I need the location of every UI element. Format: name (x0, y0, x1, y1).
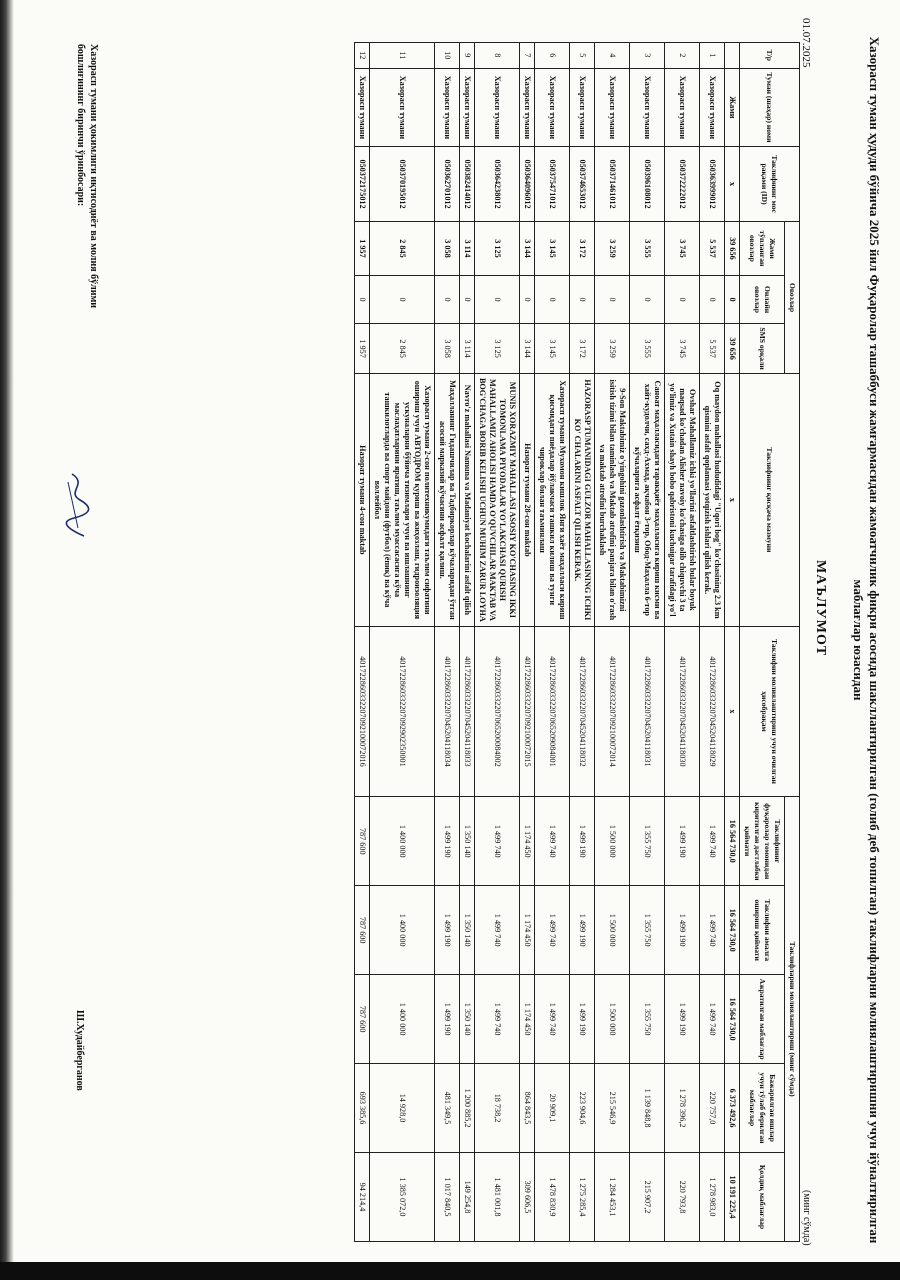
cell-district: Хазорасп тумани (535, 68, 570, 147)
cell-contract: 1 499 190 (665, 886, 700, 975)
header-allocated: Ажратилган маблағлар (740, 975, 785, 1064)
cell-votes-total: 3 172 (570, 221, 595, 275)
cell-district: Хазорасп тумани (595, 68, 630, 147)
unit-note: (минг сўмда) (801, 1190, 812, 1246)
cell-content: Oq maydon mahallasi hududidagi "Uqori bog" ko'chasining 2.3 km qismini asfalt qoplamasi yotqizish ishlari qilish kerak. (700, 374, 725, 626)
cell-remainder: 1 478 830,9 (535, 1152, 570, 1241)
cell-id: 050370195012 (370, 147, 435, 222)
cell-paid: 14 928,0 (370, 1064, 435, 1153)
cell-votes-total: 3 555 (630, 221, 665, 275)
document-title: Хазорасп туман ҳудуди бўйича 2025 йил Фуқаролар ташаббуси жамғармасидан жамоатчилик фикри асосида шакллантирилган (голиб деб топилган) таклифларни молиялаштиришни учун йўналтирилган маблағлар юзасидан (851, 36, 882, 1244)
cell-cost: 787 600 (355, 797, 370, 886)
header-cost: Таклифнинг фуқаролар томонидан киритилган дастлабки қиймати (740, 797, 785, 886)
cell-votes-total: 3 125 (475, 221, 520, 275)
total-content: x (725, 374, 740, 626)
cell-votes-sms: 3 555 (630, 324, 665, 374)
cell-id: 050363999012 (700, 147, 725, 222)
header-votes-total: Жами тўпланган овозлар (740, 221, 785, 275)
cell-votes-sms: 3 259 (595, 324, 630, 374)
cell-votes-total: 2 845 (370, 221, 435, 275)
cell-no: 11 (370, 43, 435, 69)
table-row (665, 43, 700, 1242)
cell-id: 050362701012 (435, 147, 460, 222)
cell-allocated: 1 350 140 (460, 975, 475, 1064)
cell-content: HAZORASP TUMANIDAGI GULZOR MAHALLASINING ICHKI KO' CHALARINI ASFALT QILISH KERAK. (570, 374, 595, 626)
total-account: x (725, 626, 740, 797)
cell-allocated: 1 499 740 (475, 975, 520, 1064)
cell-cost: 1 355 750 (630, 797, 665, 886)
cell-account: 401722860332207065200084002 (475, 626, 520, 797)
cell-remainder: 1 275 285,4 (570, 1152, 595, 1241)
cell-cost: 1 174 450 (520, 797, 535, 886)
table-row (370, 43, 435, 1242)
total-remainder: 10 191 225,4 (725, 1152, 740, 1241)
cell-contract: 1 350 140 (460, 886, 475, 975)
cell-remainder: 94 214,4 (355, 1152, 370, 1241)
cell-no: 7 (520, 43, 535, 69)
cell-allocated: 1 355 750 (630, 975, 665, 1064)
table-row (630, 43, 665, 1242)
total-paid: 6 373 492,6 (725, 1064, 740, 1153)
cell-cost: 1 499 740 (475, 797, 520, 886)
cell-votes-sms: 3 172 (570, 324, 595, 374)
cell-votes-total: 3 259 (595, 221, 630, 275)
header-remainder: Қолдиқ маблағлар (740, 1152, 785, 1241)
cell-paid: 1 278 396,2 (665, 1064, 700, 1153)
cell-votes-online: 0 (370, 276, 435, 324)
cell-account: 401722860332207045204118031 (630, 626, 665, 797)
cell-paid: 481 349,5 (435, 1064, 460, 1153)
cell-account: 401722860332207045204118029 (700, 626, 725, 797)
cell-district: Хазорасп тумани (460, 68, 475, 147)
cell-remainder: 1 278 983,0 (700, 1152, 725, 1241)
cell-votes-sms: 1 957 (355, 324, 370, 374)
table-row (700, 43, 725, 1242)
cell-no: 2 (665, 43, 700, 69)
cell-content: Хазорасп тумани Мухомон кишлок Янги хаёт маҳалласи кириш қисмидаги пиёдалар йўлакчаси ташкил килиш ва тунги чироклар билан таъминлаш (535, 374, 570, 626)
header-votes-online: Онлайн овозлар (740, 276, 785, 324)
cell-content: Navro'z mahallasi Namuna va Madaniyat kochalarini asfalt qilish (460, 374, 475, 626)
document-subtitle: МАЪЛУМОТ (813, 560, 828, 657)
cell-account: 401722860332207045204118034 (435, 626, 460, 797)
cell-district: Хазорасп тумани (520, 68, 535, 147)
cell-allocated: 1 499 190 (435, 975, 460, 1064)
cell-allocated: 1 499 740 (535, 975, 570, 1064)
header-contract: Таклифни амалга ошириш қиймати (740, 886, 785, 975)
header-id: Таклифнинг мос рақами (ID) (740, 147, 800, 222)
cell-votes-online: 0 (570, 276, 595, 324)
cell-votes-online: 0 (630, 276, 665, 324)
cell-remainder: 215 907,2 (630, 1152, 665, 1241)
cell-votes-online: 0 (475, 276, 520, 324)
cell-district: Хазорасп тумани (370, 68, 435, 147)
cell-cost: 1 499 190 (570, 797, 595, 886)
cell-votes-online: 0 (595, 276, 630, 324)
table-row (535, 43, 570, 1242)
cell-content: Назорат тумани 4-сон maktab (355, 374, 370, 626)
table-row (355, 43, 370, 1242)
cell-contract: 1 500 000 (595, 886, 630, 975)
cell-votes-total: 1 957 (355, 221, 370, 275)
cell-remainder: 1 284 453,1 (595, 1152, 630, 1241)
total-id: x (725, 147, 740, 222)
cell-votes-sms: 5 537 (700, 324, 725, 374)
header-account: Таклифни молиялаштириш учун очилган ҳисобрақам (740, 626, 800, 797)
header-paid: Бажарилган ишлар учун тўлаб берилган маблағлар (740, 1064, 785, 1153)
cell-no: 1 (700, 43, 725, 69)
total-votes-sms: 39 656 (725, 324, 740, 374)
cell-no: 10 (435, 43, 460, 69)
cell-account: 401722860332207045204118032 (570, 626, 595, 797)
cell-votes-sms: 3 745 (665, 324, 700, 374)
cell-contract: 1 499 190 (570, 886, 595, 975)
total-votes: 39 656 (725, 221, 740, 275)
table-row (570, 43, 595, 1242)
cell-content: MUNIS XORAZMIY MAHALLASI ASOSIY KO'CHASING IKKI TOMONLAMA PIYODALAR YO'LAKCHASI QURISH MAHALLAMIZ AHOLISI HAMDA O'QUVCHILAR MAKTAB VA BOG'CHAGA BORIB KELISHI UCHUN MUHIM ZARUR LOYHA (475, 374, 520, 626)
cell-district: Хазорасп тумани (630, 68, 665, 147)
cell-contract: 787 600 (355, 886, 370, 975)
cell-account: 401722860332207092100072015 (520, 626, 535, 797)
cell-allocated: 787 600 (355, 975, 370, 1064)
table-row (520, 43, 535, 1242)
cell-id: 050374653012 (570, 147, 595, 222)
cell-paid: 693 385,6 (355, 1064, 370, 1153)
cell-id: 050372222012 (665, 147, 700, 222)
cell-paid: 1 139 848,8 (630, 1064, 665, 1153)
signature-mark (64, 470, 92, 540)
cell-votes-sms: 3 058 (435, 324, 460, 374)
cell-votes-total: 3 145 (535, 221, 570, 275)
cell-votes-total: 3 058 (435, 221, 460, 275)
table-row (595, 43, 630, 1242)
cell-votes-online: 0 (355, 276, 370, 324)
funding-table (354, 42, 800, 1242)
cell-account: 401722860332207092100072014 (595, 626, 630, 797)
table-row (460, 43, 475, 1242)
cell-votes-sms: 2 845 (370, 324, 435, 374)
cell-district: Хазорасп тумани (435, 68, 460, 147)
cell-allocated: 1 174 450 (520, 975, 535, 1064)
cell-votes-online: 0 (535, 276, 570, 324)
cell-id: 050375471012 (535, 147, 570, 222)
cell-remainder: 149 254,8 (460, 1152, 475, 1241)
cell-remainder: 1 385 072,0 (370, 1152, 435, 1241)
cell-allocated: 1 499 740 (700, 975, 725, 1064)
cell-district: Хазорасп тумани (700, 68, 725, 147)
cell-cost: 1 400 000 (370, 797, 435, 886)
cell-votes-total: 3 745 (665, 221, 700, 275)
cell-content: Назорат тумани 28-сон maktab (520, 374, 535, 626)
cell-content: Саноат маҳалласидаги таракқиёт маҳалласига кириш кисми ва хайт-кудолчи, сахд-Ахмад, ақчабон 3-тор, Обод-Маҳалла 6-тор кўчаларига асфалт ётқизиш (630, 374, 665, 626)
cell-id: 050364238012 (475, 147, 520, 222)
cell-contract: 1 499 740 (535, 886, 570, 975)
total-votes-online: 0 (725, 276, 740, 324)
cell-paid: 215 546,9 (595, 1064, 630, 1153)
signatory-name: Ш.Худайберганов (74, 1010, 85, 1091)
cell-district: Хазорасп тумани (475, 68, 520, 147)
cell-contract: 1 499 740 (475, 886, 520, 975)
cell-votes-online: 0 (665, 276, 700, 324)
cell-votes-sms: 3 144 (520, 324, 535, 374)
cell-allocated: 1 400 000 (370, 975, 435, 1064)
cell-cost: 1 499 190 (435, 797, 460, 886)
cell-no: 4 (595, 43, 630, 69)
cell-allocated: 1 499 190 (665, 975, 700, 1064)
cell-cost: 1 350 140 (460, 797, 475, 886)
total-row (725, 43, 740, 1242)
header-district: Туман (шаҳар) номи (740, 68, 800, 147)
cell-id: 050372175012 (355, 147, 370, 222)
cell-paid: 223 904,6 (570, 1064, 595, 1153)
cell-content: 9-Son Maktabimiz o'yingohini gazonlashtirish va Maktabimizni isitish tizimi bilan taminlash va Maktab atrofini panjara bilan o'rash va maktab atrofini burchaklash (595, 374, 630, 626)
header-votes-group: Овозлар (785, 221, 800, 373)
cell-account: 401722860332207092902350001 (370, 626, 435, 797)
table-row (475, 43, 520, 1242)
cell-allocated: 1 499 190 (570, 975, 595, 1064)
total-label: Жами (725, 68, 740, 147)
cell-votes-total: 5 537 (700, 221, 725, 275)
total-cost: 16 564 730,0 (725, 797, 740, 886)
cell-paid: 18 738,2 (475, 1064, 520, 1153)
total-contract: 16 564 730,0 (725, 886, 740, 975)
cell-contract: 1 174 450 (520, 886, 535, 975)
cell-paid: 1 200 885,2 (460, 1064, 475, 1153)
cell-account: 401722860332207092100072016 (355, 626, 370, 797)
cell-no: 12 (355, 43, 370, 69)
cell-id: 050382414012 (460, 147, 475, 222)
cell-account: 401722860332207065209084001 (535, 626, 570, 797)
cell-account: 401722860332207045204118030 (665, 626, 700, 797)
header-row-1 (785, 43, 800, 1242)
cell-content: Маҳалланинг Гидашчилар ва Тадбиркорлар кўчаларидан ўтган асосий марказий кўчасини асфалт қилиш. (435, 374, 460, 626)
cell-votes-sms: 3 114 (460, 324, 475, 374)
cell-content: Ovshar Mahallamiz ichki yo'llarini asfaltlashtirish bular boyuk maqsad ko'chadan Alisher navoiy ko'chasiga olib chiquvchi 3 ta yo'limiz va Xutain shayh bobo qabristoni kuchuigar tarafidagi yo'l (665, 374, 700, 626)
cell-no: 6 (535, 43, 570, 69)
cell-paid: 220 757,0 (700, 1064, 725, 1153)
cell-votes-sms: 3 125 (475, 324, 520, 374)
cell-paid: 864 843,5 (520, 1064, 535, 1153)
cell-votes-online: 0 (520, 276, 535, 324)
total-allocated: 16 564 730,0 (725, 975, 740, 1064)
report-date: 01.07.2025 (800, 18, 812, 68)
cell-cost: 1 500 000 (595, 797, 630, 886)
cell-contract: 1 400 000 (370, 886, 435, 975)
cell-cost: 1 499 190 (665, 797, 700, 886)
cell-district: Хазорасп тумани (570, 68, 595, 147)
table-row (435, 43, 460, 1242)
cell-no: 3 (630, 43, 665, 69)
cell-remainder: 309 606,5 (520, 1152, 535, 1241)
cell-remainder: 1 481 001,8 (475, 1152, 520, 1241)
cell-account: 401722860332207045204118033 (460, 626, 475, 797)
cell-id: 050396108012 (630, 147, 665, 222)
cell-no: 8 (475, 43, 520, 69)
cell-district: Хазорасп тумани (355, 68, 370, 147)
cell-contract: 1 355 750 (630, 886, 665, 975)
cell-allocated: 1 500 000 (595, 975, 630, 1064)
cell-contract: 1 499 740 (700, 886, 725, 975)
cell-no: 9 (460, 43, 475, 69)
cell-cost: 1 499 740 (535, 797, 570, 886)
cell-paid: 20 909,1 (535, 1064, 570, 1153)
cell-votes-online: 0 (435, 276, 460, 324)
cell-remainder: 220 793,8 (665, 1152, 700, 1241)
cell-votes-total: 3 114 (460, 221, 475, 275)
cell-votes-sms: 3 145 (535, 324, 570, 374)
header-funding-group: Таклифларни молиялаштириш (минг сўмда) (785, 797, 800, 1242)
cell-votes-online: 0 (460, 276, 475, 324)
cell-id: 050364096012 (520, 147, 535, 222)
header-content: Таклифнинг қисқача мазмуни (740, 374, 800, 626)
cell-contract: 1 499 190 (435, 886, 460, 975)
scan-bottom-edge (0, 1262, 900, 1280)
signatory-position: Хазорасп тумани ҳокимлиги иқтисодиёт ва молия бўлими бошлиғининг биринчи ўринбосари: (75, 44, 99, 309)
cell-cost: 1 499 740 (700, 797, 725, 886)
cell-content: Хазорасп тумани 2-сон политехникумидаги таълим сифатини ошириш учун АВТОДРОМ қуриш ва жиҳозлаш, гидроизоляция ускуналарни бўйича тизимлари учун ва ишлашнинг маслаҳатларини яратиш, таълим муассасасига кўча ташкилотларда ва спорт майдони (футбол) (ёпиқ) ва кўча воллейбол (370, 374, 435, 626)
cell-remainder: 1 017 840,5 (435, 1152, 460, 1241)
cell-district: Хазорасп тумани (665, 68, 700, 147)
cell-id: 050371461012 (595, 147, 630, 222)
header-no: Т/р (740, 43, 800, 69)
cell-votes-total: 3 144 (520, 221, 535, 275)
cell-no: 5 (570, 43, 595, 69)
cell-votes-online: 0 (700, 276, 725, 324)
header-votes-sms: SMS орқали (740, 324, 785, 374)
